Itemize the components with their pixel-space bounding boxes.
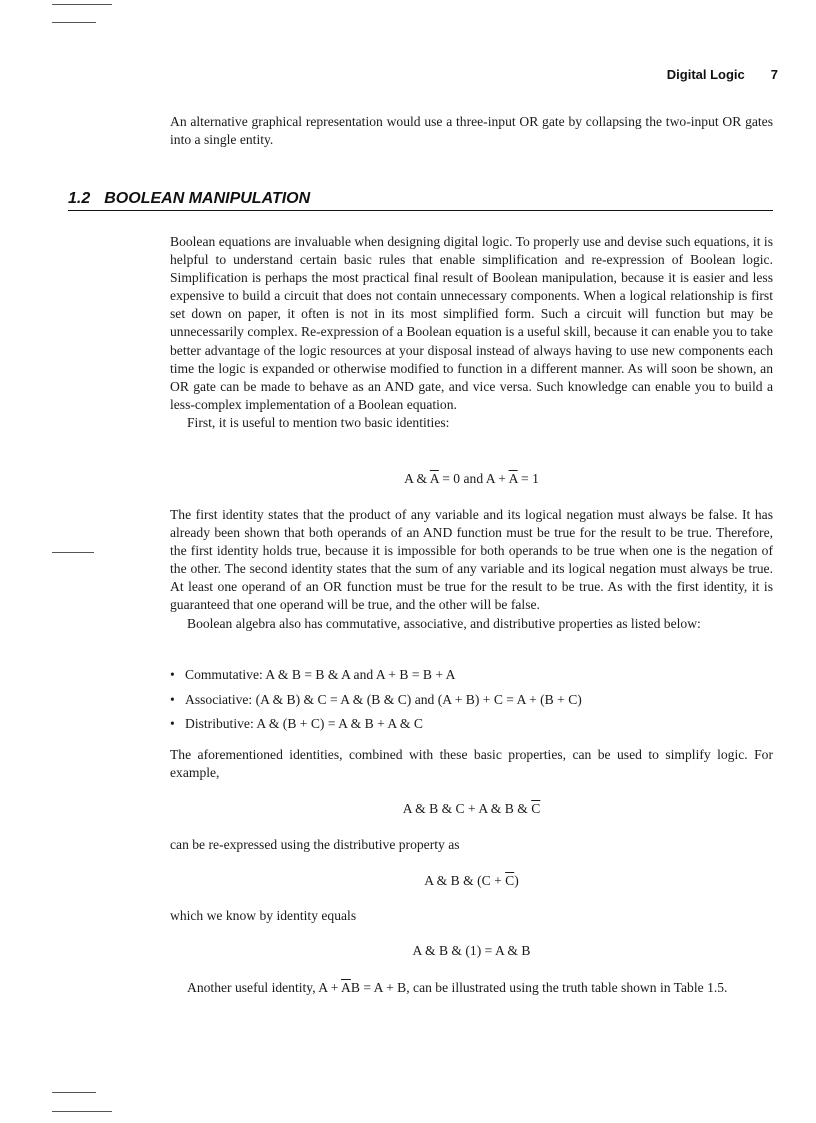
bullet-icon: • [170,716,175,731]
list-item [170,715,773,740]
section-title: BOOLEAN MANIPULATION [104,190,311,207]
properties-list [170,666,773,740]
list-item [170,691,773,716]
paragraph-3: The first identity states that the product of any variable and its logical negation must always be false. It has already been shown that both operands of an AND function must be true for the result to be true. Therefore, the first identity holds true, because it is impossible for both operands to be true when one is the negation of the other. The second identity states that the sum of any variable and its logical negation must always be true. At least one operand of an OR function must be true for the result to be true. As with the first identity, it is guaranteed that one operand will be true, and the other will be false. [170,507,773,613]
crop-mark [52,1111,112,1112]
page-number: 7 [770,67,778,82]
crop-mark [52,22,96,23]
bullet-icon: • [170,691,175,707]
crop-mark [52,1092,96,1093]
paragraph-2: First, it is useful to mention two basic identities: [187,414,450,430]
text-part: B = A + B, can be illustrated using the truth table shown in Table 1.5. [350,980,728,995]
example-equation [170,800,773,818]
body-block-1 [170,233,773,432]
paragraph-6 [170,836,773,854]
intro-paragraph [170,113,773,149]
identity-equation [170,470,773,488]
paragraph-1: Boolean equations are invaluable when designing digital logic. To properly use and devise such equations, it is helpful to understand certain basic rules that enable simplification and re-expression of Boolean logic. Simplification is perhaps the most practical final result of Boolean manipulation, because it is easier and less expensive to build a circuit that does not contain unnecessary components. When a logical relationship is first set down on paper, it often is not in its most simplified form. Such a circuit will function but may be unnecessarily complex. Re-expression of a Boolean equation is a useful skill, because it can enable you to take better advantage of the logic resources at your disposal instead of always having to use new components each time the logic is expanded or otherwise modified to function in a different manner. As will soon be shown, an OR gate can be made to behave as an AND gate, and vice versa. Such knowledge can enable you to build a less-complex implementation of a Boolean equation. [170,234,773,412]
eq-part: ) [514,873,519,888]
crop-mark [52,4,112,5]
list-item-text: Associative: (A & B) & C = A & (B & C) and (A + B) + C = A + (B + C) [185,691,582,707]
bullet-icon: • [170,667,175,682]
crop-mark [52,552,94,553]
paragraph-6-text: can be re-expressed using the distributive property as [170,837,460,852]
body-block-2 [170,506,773,633]
paragraph-4: Boolean algebra also has commutative, associative, and distributive properties as listed below: [187,615,701,631]
running-header [667,67,778,82]
distributed-equation [170,872,773,890]
text-part: Another useful identity, A + [187,980,342,995]
negated-variable: $\overline{A}$ [429,471,439,486]
running-title: Digital Logic [666,67,745,82]
paragraph-5 [170,746,773,782]
section-number: 1.2 [68,190,91,207]
eq-part: A & [404,471,430,486]
list-item [170,666,773,691]
paragraph-8-text [170,979,773,997]
paragraph-8 [170,979,773,997]
eq-part: A & B & C + A & B & [402,801,532,816]
negated-variable: $\overline{C}$ [505,873,515,888]
eq-part: A & B & (1) = A & B [412,943,531,958]
list-item-text: Commutative: A & B = B & A and A + B = B + A [185,667,456,682]
paragraph-7-text: which we know by identity equals [170,908,357,923]
paragraph-5-text: The aforementioned identities, combined with these basic properties, can be used to simplify logic. For example, [170,747,773,781]
result-equation [170,942,773,960]
paragraph-7 [170,907,773,925]
list-item-text: Distributive: A & (B + C) = A & B + A & C [185,716,423,731]
section-heading [68,190,773,211]
negated-variable: $\overline{A}$ [508,471,518,486]
negated-variable: $\overline{A}$ [341,980,351,995]
eq-part: = 0 and A + [438,471,509,486]
eq-part: = 1 [517,471,539,486]
intro-text: An alternative graphical representation would use a three-input OR gate by collapsing the two-input OR gates into a single entity. [170,114,773,148]
eq-part: A & B & (C + [424,873,506,888]
negated-variable: $\overline{C}$ [531,801,541,816]
